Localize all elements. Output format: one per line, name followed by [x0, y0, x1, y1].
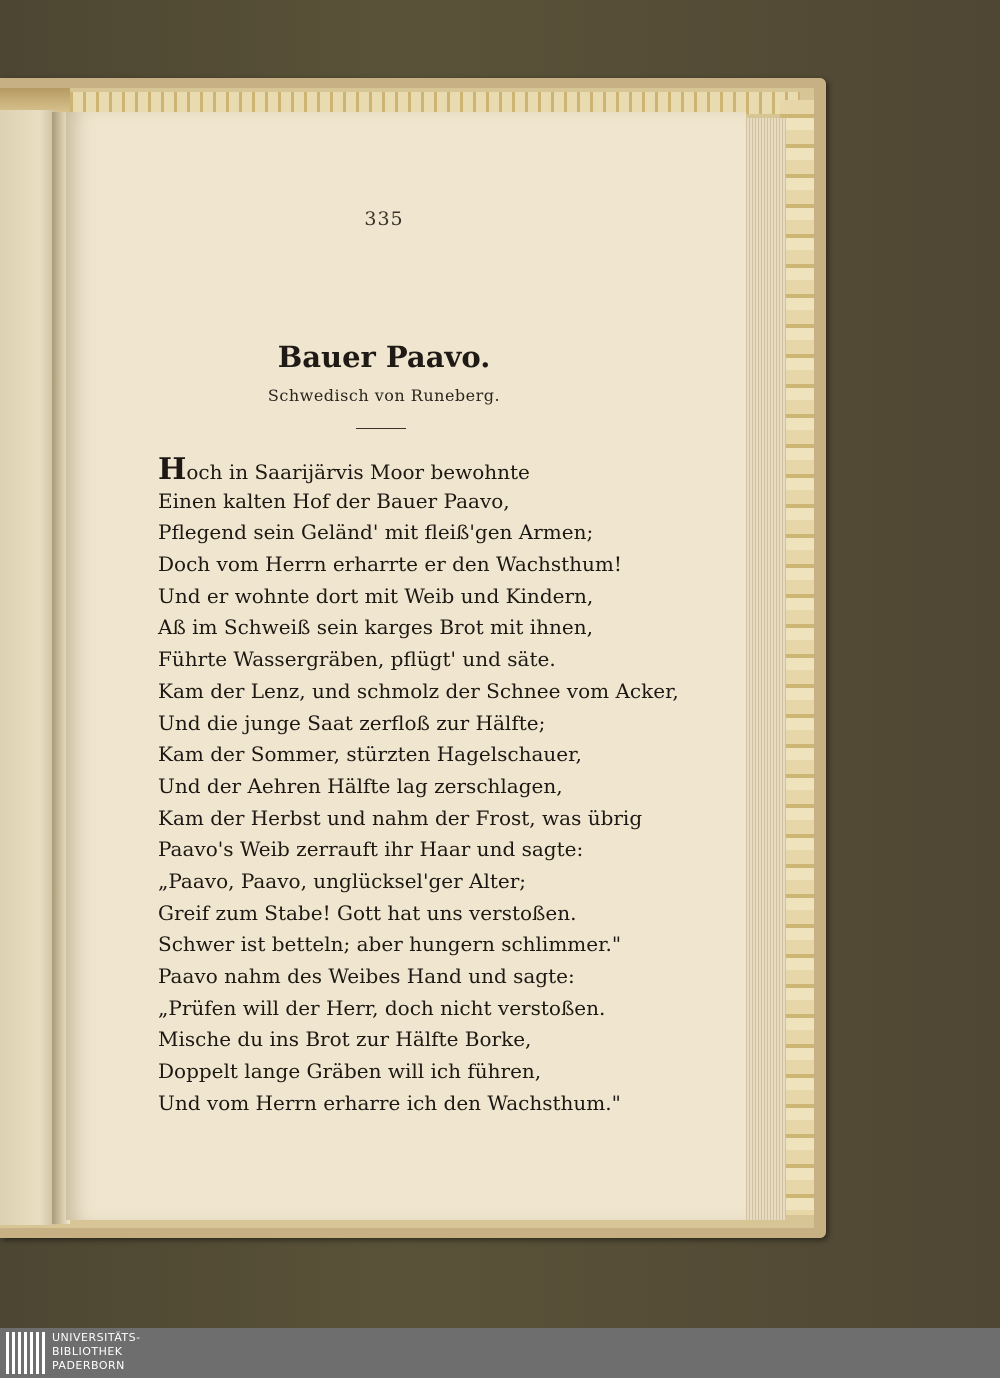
poem-line: Führte Wassergräben, pflügt' und säte. — [158, 647, 556, 672]
drop-cap: H — [158, 452, 187, 487]
poem-title: Bauer Paavo. — [277, 340, 491, 374]
library-logo-icon — [6, 1332, 46, 1374]
logo-line-1: UNIVERSITÄTS- — [52, 1331, 141, 1344]
poem-line: Und er wohnte dort mit Weib und Kindern, — [158, 583, 594, 608]
poem-line: „Prüfen will der Herr, doch nicht verstoßen. — [158, 995, 606, 1020]
logo-line-2: BIBLIOTHEK — [52, 1345, 123, 1358]
poem-line — [158, 454, 678, 486]
previous-page — [0, 110, 56, 1225]
book-page — [66, 112, 746, 1220]
poem-line: „Paavo, Paavo, unglücksel'ger Alter; — [158, 868, 527, 893]
poem-line: Pflegend sein Geländ' mit fleiß'gen Armen; — [158, 520, 594, 545]
poem-line-text: och in Saarijärvis Moor bewohnte — [186, 460, 530, 484]
poem-line: Greif zum Stabe! Gott hat uns verstoßen. — [158, 900, 577, 925]
poem-line: Doppelt lange Gräben will ich führen, — [158, 1059, 542, 1084]
logo-line-3: PADERBORN — [52, 1359, 125, 1372]
poem-line: Kam der Lenz, und schmolz der Schnee vom Acker, — [158, 678, 679, 703]
poem-line: Und die junge Saat zerfloß zur Hälfte; — [158, 710, 546, 735]
poem-line: Paavo's Weib zerrauft ihr Haar und sagte: — [158, 837, 584, 862]
poem-line: Kam der Sommer, stürzten Hagelschauer, — [158, 742, 582, 767]
poem-line: Und vom Herrn erharre ich den Wachsthum." — [158, 1090, 621, 1115]
library-footer — [0, 1328, 1000, 1378]
poem-subtitle: Schwedisch von Runeberg. — [267, 386, 501, 405]
page-number: 335 — [364, 208, 404, 230]
poem-line: Kam der Herbst und nahm der Frost, was übrig — [158, 805, 643, 830]
poem-line: Doch vom Herrn erharrte er den Wachsthum! — [158, 552, 622, 577]
poem-line: Und der Aehren Hälfte lag zerschlagen, — [158, 773, 563, 798]
poem-line: Paavo nahm des Weibes Hand und sagte: — [158, 964, 575, 988]
library-logo-text — [52, 1331, 141, 1373]
poem-line: Schwer ist betteln; aber hungern schlimmer." — [158, 932, 622, 957]
poem-line: Einen kalten Hof der Bauer Paavo, — [158, 488, 510, 513]
endpaper-top-edge — [60, 92, 800, 114]
poem-line: Mische du ins Brot zur Hälfte Borke, — [158, 1027, 532, 1052]
title-divider — [356, 428, 406, 429]
poem-line: Aß im Schweiß sein karges Brot mit ihnen, — [158, 615, 594, 640]
poem-text — [158, 454, 678, 1119]
